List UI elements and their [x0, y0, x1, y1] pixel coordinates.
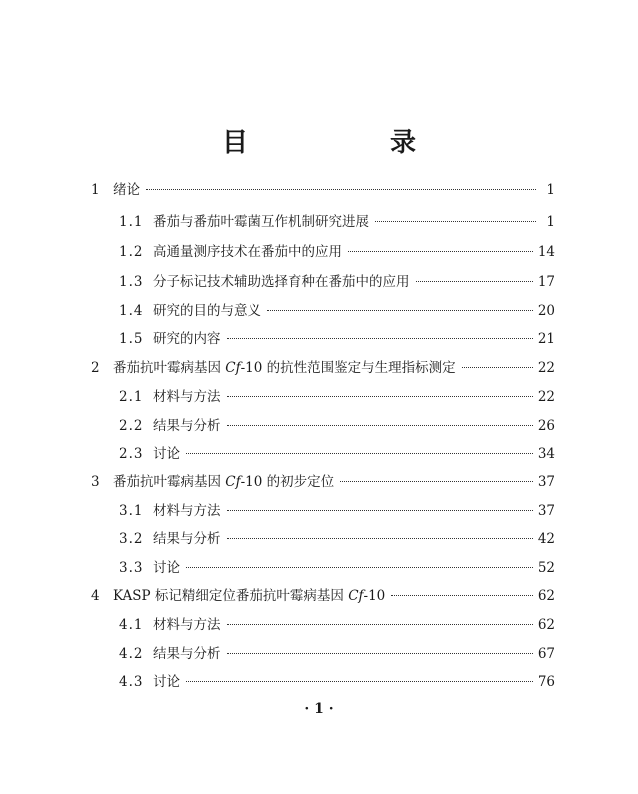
- section-number: 1.5: [119, 331, 144, 347]
- dot-leader: [391, 595, 533, 596]
- toc-entry-2-2[interactable]: [119, 415, 555, 437]
- dot-leader: [462, 367, 533, 368]
- section-number: 3.3: [119, 560, 144, 576]
- title-prefix: 番茄抗叶霉病基因: [113, 474, 226, 490]
- page-number: 62: [537, 617, 555, 633]
- gene-name-italic: Cf: [225, 474, 241, 490]
- page-number: 67: [537, 646, 555, 662]
- toc-entry-4-1[interactable]: [119, 614, 555, 636]
- section-title: 研究的目的与意义: [153, 303, 261, 319]
- dot-leader: [227, 425, 533, 426]
- section-number: 1.3: [119, 274, 144, 290]
- dot-leader: [227, 510, 533, 511]
- title-suffix: -10 的初步定位: [240, 474, 335, 490]
- title-prefix: 番茄抗叶霉病基因: [113, 360, 226, 376]
- toc-entry-1-2[interactable]: [119, 241, 555, 263]
- dot-leader: [227, 338, 533, 339]
- title-suffix: -10 的抗性范围鉴定与生理指标测定: [240, 360, 456, 376]
- dot-leader: [267, 310, 533, 311]
- page-number: 20: [537, 303, 555, 319]
- section-title: 高通量测序技术在番茄中的应用: [153, 244, 342, 260]
- toc-entry-4[interactable]: [91, 585, 555, 607]
- title-prefix: KASP 标记精细定位番茄抗叶霉病基因: [113, 588, 349, 604]
- toc-entry-4-2[interactable]: [119, 643, 555, 665]
- section-number: 1.2: [119, 244, 144, 260]
- section-title: 材料与方法: [153, 503, 221, 519]
- toc-entry-1[interactable]: [91, 179, 555, 201]
- section-title: 结果与分析: [153, 531, 221, 547]
- page-number: 21: [537, 331, 555, 347]
- toc-entry-3[interactable]: [91, 471, 555, 493]
- dot-leader: [416, 281, 533, 282]
- section-title: 研究的内容: [153, 331, 221, 347]
- page-title: 目 录: [221, 128, 474, 158]
- page-number: 37: [537, 474, 555, 490]
- section-number: 2: [91, 360, 100, 376]
- section-title: 绪论: [113, 182, 140, 198]
- dot-leader: [227, 624, 533, 625]
- toc-entry-2-1[interactable]: [119, 386, 555, 408]
- page-number: 37: [537, 503, 555, 519]
- section-title: 番茄与番茄叶霉菌互作机制研究进展: [153, 214, 369, 230]
- toc-entry-3-2[interactable]: [119, 528, 555, 550]
- section-number: 3.2: [119, 531, 144, 547]
- section-number: 3.1: [119, 503, 144, 519]
- section-number: 4.2: [119, 646, 144, 662]
- dot-leader: [146, 189, 536, 190]
- toc-entry-3-3[interactable]: [119, 557, 555, 579]
- section-number: 4: [91, 588, 100, 604]
- toc-entry-4-3[interactable]: [119, 671, 555, 693]
- page-number: 62: [537, 588, 555, 604]
- page-number: 76: [537, 674, 555, 690]
- section-title: 结果与分析: [153, 646, 221, 662]
- dot-leader: [186, 681, 533, 682]
- section-number: 4.1: [119, 617, 144, 633]
- section-number: 2.1: [119, 389, 144, 405]
- toc-entry-2-3[interactable]: [119, 443, 555, 465]
- toc-entry-1-5[interactable]: [119, 328, 555, 350]
- section-number: 1.4: [119, 303, 144, 319]
- section-title: 结果与分析: [153, 418, 221, 434]
- section-number: 2.3: [119, 446, 144, 462]
- page-footer-number: · 1 ·: [304, 701, 334, 717]
- dot-leader: [186, 567, 533, 568]
- section-number: 4.3: [119, 674, 144, 690]
- section-title: 分子标记技术辅助选择育种在番茄中的应用: [153, 274, 410, 290]
- dot-leader: [348, 251, 533, 252]
- section-number: 1: [91, 182, 100, 198]
- section-title: 讨论: [153, 674, 180, 690]
- section-number: 1.1: [119, 214, 144, 230]
- dot-leader: [227, 653, 533, 654]
- dot-leader: [227, 396, 533, 397]
- gene-name-italic: Cf: [348, 588, 364, 604]
- toc-entry-2[interactable]: [91, 357, 555, 379]
- dot-leader: [227, 538, 533, 539]
- page-number: 17: [537, 274, 555, 290]
- section-number: 2.2: [119, 418, 144, 434]
- page-number: 52: [537, 560, 555, 576]
- page-number: 1: [546, 214, 555, 230]
- toc-entry-3-1[interactable]: [119, 500, 555, 522]
- dot-leader: [340, 481, 533, 482]
- page-number: 26: [537, 418, 555, 434]
- gene-name-italic: Cf: [225, 360, 241, 376]
- section-title: 讨论: [153, 560, 180, 576]
- page-number: 22: [537, 389, 555, 405]
- section-title: 讨论: [153, 446, 180, 462]
- toc-entry-1-4[interactable]: [119, 300, 555, 322]
- section-title: [113, 471, 334, 493]
- toc-entry-1-3[interactable]: [119, 271, 555, 293]
- page-number: 1: [546, 182, 555, 198]
- section-number: 3: [91, 474, 100, 490]
- dot-leader: [186, 453, 533, 454]
- section-title: 材料与方法: [153, 389, 221, 405]
- dot-leader: [375, 221, 536, 222]
- section-title: [113, 585, 385, 607]
- page-number: 42: [537, 531, 555, 547]
- section-title: [113, 357, 456, 379]
- title-suffix: -10: [363, 588, 386, 604]
- toc-entry-1-1[interactable]: [119, 211, 555, 233]
- page-number: 34: [537, 446, 555, 462]
- page-number: 22: [537, 360, 555, 376]
- section-title: 材料与方法: [153, 617, 221, 633]
- page-number: 14: [537, 244, 555, 260]
